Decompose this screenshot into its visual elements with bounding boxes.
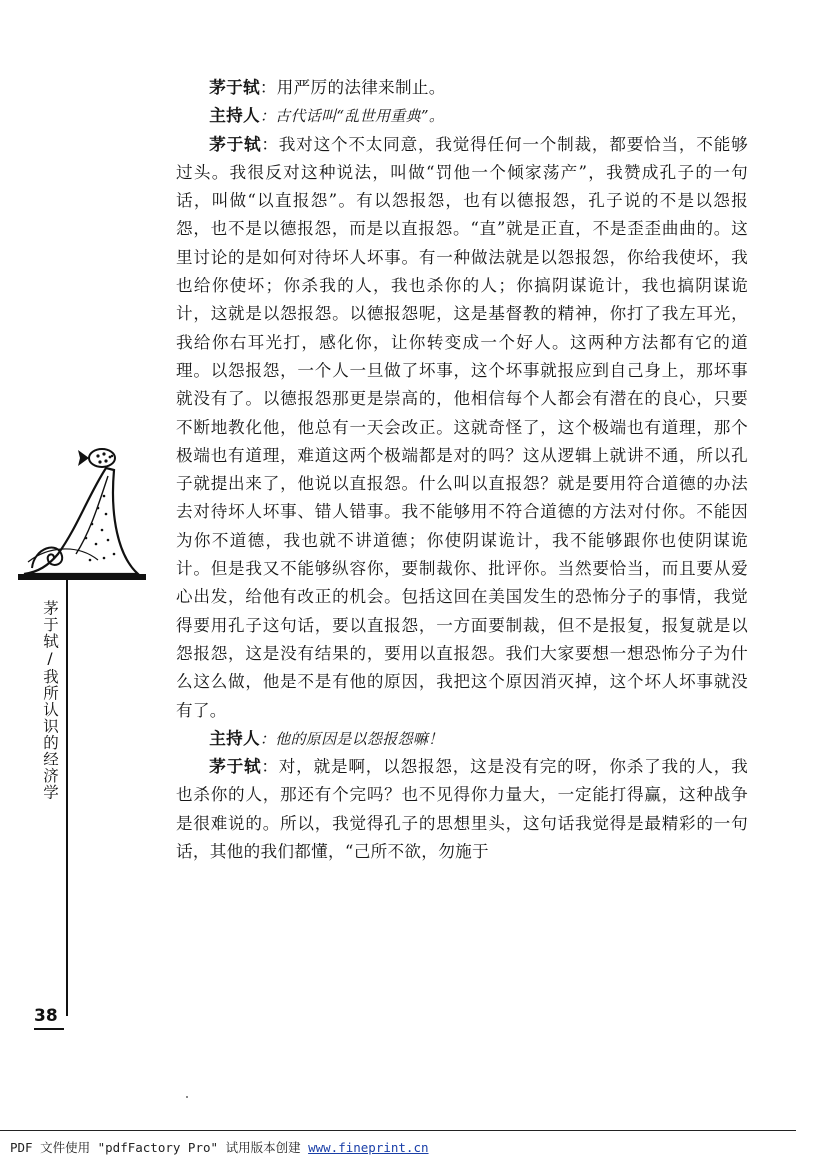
pdf-footer bbox=[10, 1138, 610, 1156]
dialogue-paragraph bbox=[176, 74, 748, 102]
speaker-name: 茅于轼 bbox=[209, 757, 262, 777]
dialogue-text: ：古代话叫“乱世用重典”。 bbox=[259, 107, 445, 126]
speaker-name: 茅于轼 bbox=[209, 78, 260, 97]
speaker-name: 茅于轼 bbox=[209, 134, 262, 154]
dialogue-paragraph bbox=[176, 131, 748, 725]
dialogue-text: ：他的原因是以怨报怨嘛！ bbox=[259, 729, 444, 748]
speaker-name: 主持人 bbox=[209, 728, 260, 748]
dialogue-text: ：我对这个不太同意，我觉得任何一个制裁，都要恰当，不能够过头。我很反对这种说法，叫做“罚他一个倾家荡产”，我赞成孔子的一句话，叫做“以直报怨”。有以怨报怨，也有以德报怨，孔子说的不是以怨报怨，也不是以德报怨，而是以直报怨。“直”就是正直，不是歪歪曲曲的。这里讨论的是如何对待坏人坏事。有一种做法就是以怨报怨，你给我使坏，我也给你使坏；你杀我的人，我也杀你的人；你搞阴谋诡计，我也搞阴谋诡计，这就是以怨报怨。以德报怨呢，这是基督教的精神，你打了我左耳光，我给你右耳光打，感化你，让你转变成一个好人。这两种方法都有它的道理。以怨报怨，一个人一旦做了坏事，这个坏事就报应到自己身上，那坏事就没有了。以德报怨那更是崇高的，他相信每个人都会有潜在的良心，只要不断地教化他，他总有一天会改正。这就奇怪了，这个极端也有道理，那个极端也有道理，难道这两个极端都是对的吗？这从逻辑上就讲不通，所以孔子就提出来了，他说以直报怨。什么叫以直报怨？就是要用符合道德的办法去对待坏人坏事、错人错事。我不能够用不符合道德的方法对付你。不能因为你不道德，我也就不讲道德；你使阴谋诡计，我不能够跟你也使阴谋诡计。但是我又不能够纵容你，要制裁你、批评你。当然要恰当，而且要从爱心出发，给他有改正的机会。包括这回在美国发生的恐怖分子的事情，我觉得要用孔子这句话，要以直报怨，一方面要制裁，但不是报复，报复就是以怨报怨，这是没有结果的，要用以直报怨。我们大家要想一想恐怖分子为什么这么做，他是不是有他的原因，我把这个原因消灭掉，这个坏人坏事就没有了。 bbox=[176, 134, 748, 720]
footer-text: PDF 文件使用 "pdfFactory Pro" 试用版本创建 bbox=[10, 1140, 309, 1155]
dialogue-text: ：对，就是啊，以怨报怨，这是没有完的呀，你杀了我的人，我也杀你的人，那还有个完吗？也不见得你力量大，一定能打得赢，这种战争是很难说的。所以，我觉得孔子的思想里头，这句话我觉得是最精彩的一句话，其他的我们都懂，“己所不欲，勿施于 bbox=[176, 757, 748, 862]
running-book-title: 茅于轼/我所认识的经济学 bbox=[41, 600, 59, 801]
page-number: 38 bbox=[34, 1006, 64, 1030]
footer-link[interactable]: www.fineprint.cn bbox=[308, 1140, 429, 1155]
footer-rule bbox=[0, 1130, 796, 1131]
decorative-fish-illustration bbox=[18, 436, 148, 596]
fish-icon bbox=[78, 449, 115, 467]
dialogue-paragraph bbox=[176, 753, 748, 866]
dialogue-paragraph bbox=[176, 725, 748, 753]
scan-speck bbox=[186, 1096, 188, 1098]
main-text-column bbox=[176, 74, 748, 866]
margin-vertical-line bbox=[66, 580, 68, 1016]
dialogue-paragraph bbox=[176, 102, 748, 130]
margin-rule bbox=[18, 574, 146, 580]
dialogue-text: ：用严厉的法律来制止。 bbox=[259, 78, 446, 97]
speaker-name: 主持人 bbox=[209, 106, 260, 126]
